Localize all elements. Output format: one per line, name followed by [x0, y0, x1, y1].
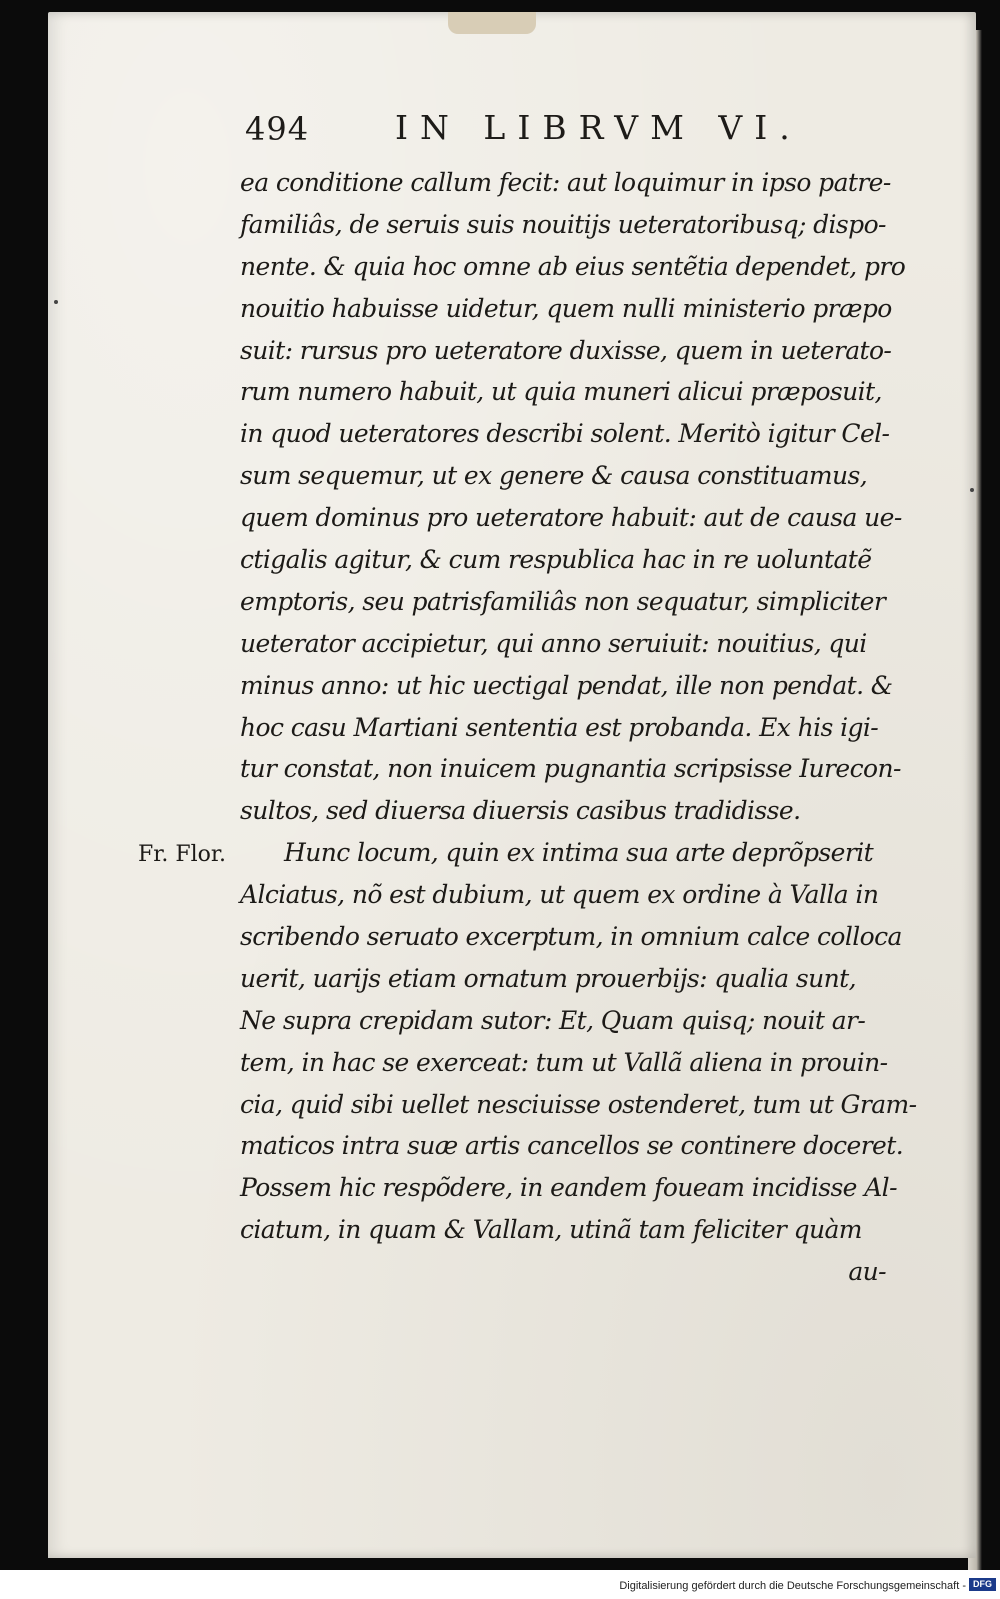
text-line: minus anno: ut hic uectigal pendat, ille non pendat. &	[240, 670, 893, 700]
text-line: nouitio habuisse uidetur, quem nulli ministerio præpo	[240, 293, 892, 323]
text-line: ctigalis agitur, & cum respublica hac in re uoluntatẽ	[240, 545, 872, 575]
paragraph-start-line: Hunc locum, quin ex intima sua arte deprõpserit	[284, 838, 874, 868]
text-line: tur constat, non inuicem pugnantia scripsisse Iurecon-	[240, 754, 901, 784]
text-line: sum sequemur, ut ex genere & causa constituamus,	[240, 461, 868, 491]
text-line: familiâs, de seruis suis nouitijs ueteratoribusq; dispo-	[240, 209, 886, 239]
text-line: cia, quid sibi uellet nesciuisse ostenderet, tum ut Gram-	[240, 1089, 917, 1119]
text-line: scribendo seruato excerptum, in omnium calce colloca	[240, 922, 902, 952]
paper-speck	[54, 300, 58, 304]
body-text	[240, 162, 917, 1293]
text-line: in quod ueteratores describi solent. Meritò igitur Cel-	[240, 419, 890, 449]
text-line: Alciatus, nõ est dubium, ut quem ex ordine à Valla in	[240, 880, 879, 910]
catchword: au-	[848, 1257, 886, 1287]
text-line: ea conditione callum fecit: aut loquimur in ipso patre-	[240, 168, 891, 197]
running-head: IN LIBRVM VI.	[395, 108, 802, 147]
text-line: uerit, uarijs etiam ornatum prouerbijs: qualia sunt,	[240, 963, 856, 993]
digitization-footer	[0, 1570, 1000, 1599]
text-line: quem dominus pro ueteratore habuit: aut de causa ue-	[240, 503, 902, 533]
page-number: 494	[245, 110, 310, 148]
text-line: sultos, sed diuersa diuersis casibus tradidisse.	[240, 796, 801, 826]
text-line: tem, in hac se exerceat: tum ut Vallã aliena in prouin-	[240, 1047, 888, 1077]
text-line: Ne supra crepidam sutor: Et, Quam quisq; nouit ar-	[240, 1005, 866, 1035]
text-line: maticos intra suæ artis cancellos se continere doceret.	[240, 1131, 904, 1161]
text-line: emptoris, seu patrisfamiliâs non sequatur, simpliciter	[240, 586, 886, 616]
text-line: nente. & quia hoc omne ab eius sentẽtia dependet, pro	[240, 251, 906, 281]
text-line: ciatum, in quam & Vallam, utinã tam feliciter quàm	[240, 1215, 862, 1245]
paper-speck	[970, 488, 974, 492]
funding-credit: Digitalisierung gefördert durch die Deutsche Forschungsgemeinschaft -	[619, 1580, 966, 1592]
text-line: Possem hic respõdere, in eandem foueam incidisse Al-	[240, 1173, 897, 1203]
marginal-note: Fr. Flor.	[138, 842, 226, 867]
text-line: suit: rursus pro ueteratore duxisse, quem in ueterato-	[240, 335, 892, 365]
text-line: hoc casu Martiani sententia est probanda. Ex his igi-	[240, 712, 879, 742]
dfg-logo-icon: DFG	[969, 1578, 996, 1591]
text-line: ueterator accipietur, qui anno seruiuit: nouitius, qui	[240, 628, 867, 658]
page-header	[245, 108, 885, 152]
text-line: rum numero habuit, ut quia muneri alicui præposuit,	[240, 377, 882, 407]
paper-tab-mark	[448, 12, 536, 34]
